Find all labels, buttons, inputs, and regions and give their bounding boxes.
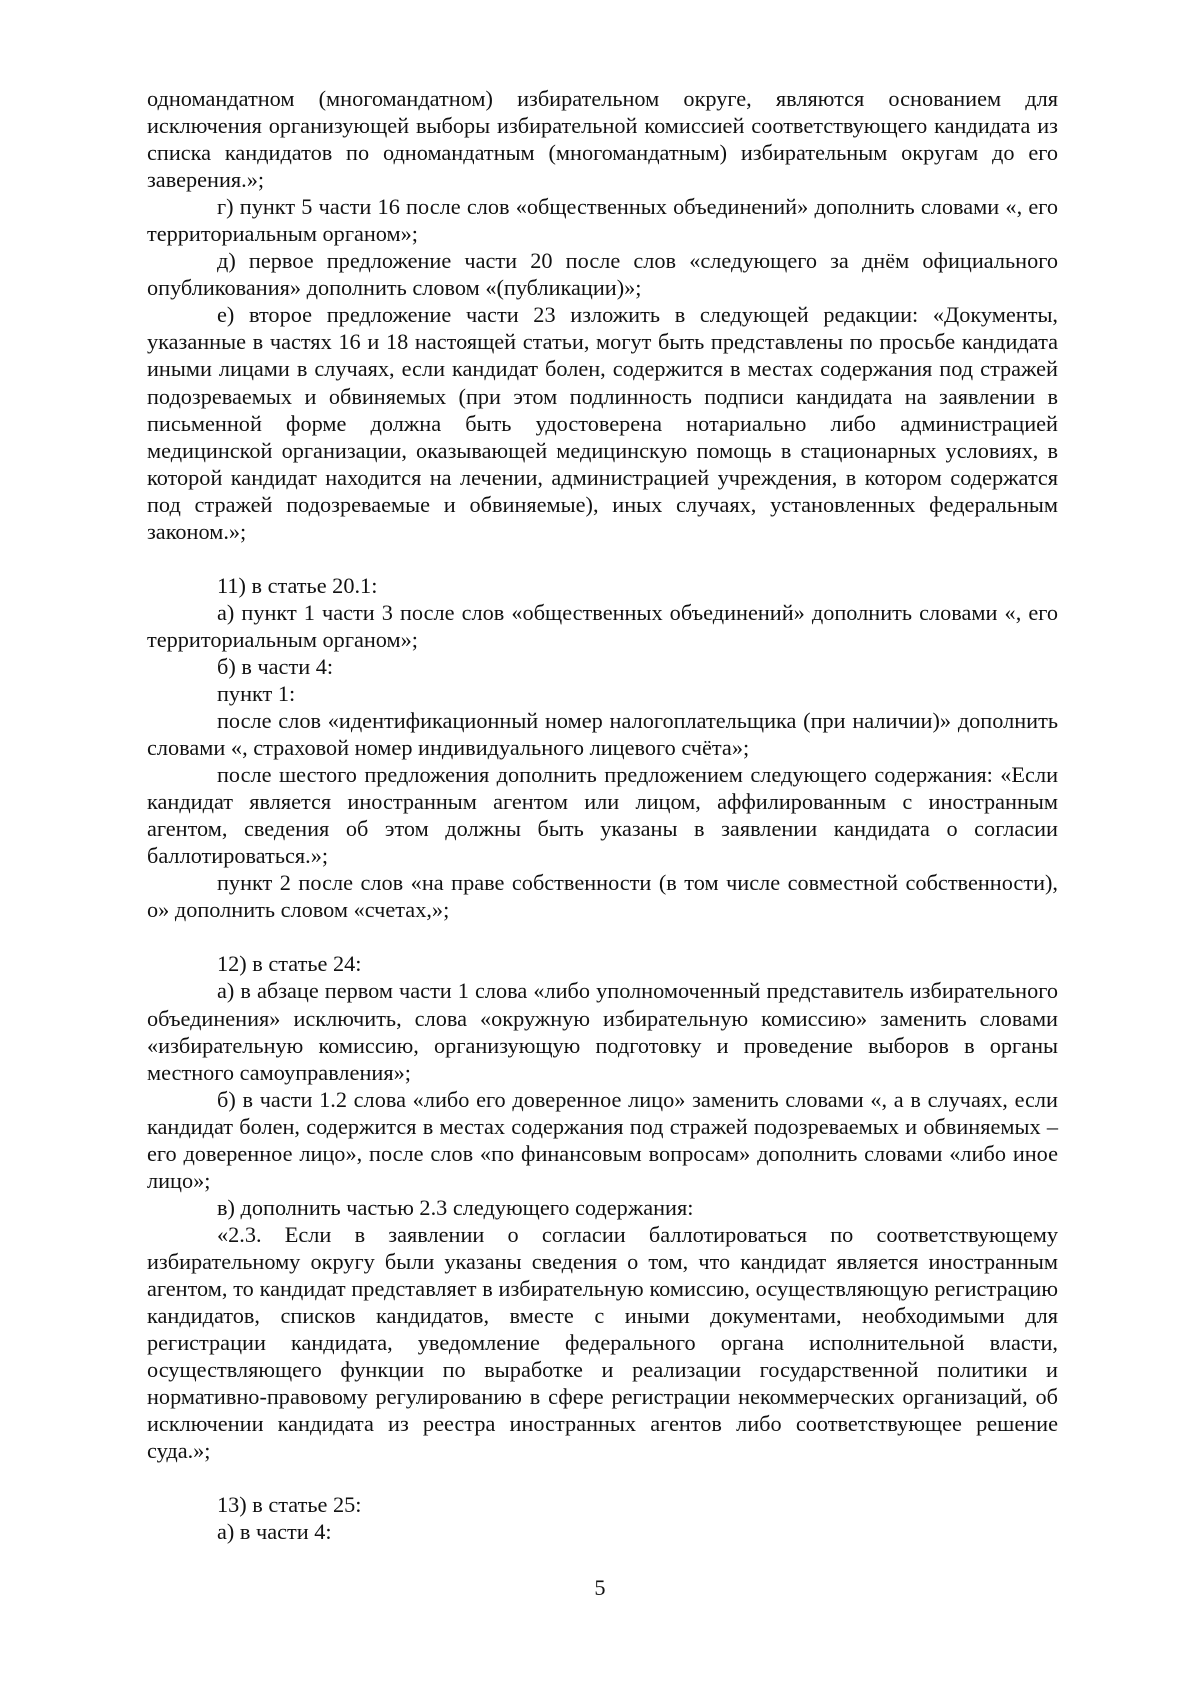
text-body: [147, 85, 1058, 1545]
item-11-point-2: пункт 2 после слов «на праве собственности (в том числе совместной собственности), о» дополнить словом «счетах,»;: [147, 870, 1058, 923]
item-12-quote-2-3: «2.3. Если в заявлении о согласии баллотироваться по соответствующему избирательному округу были указаны сведения о том, что кандидат является иностранным агентом, то кандидат представляет в избирательную комиссию, осуществляющую регистрацию кандидатов, списков кандидатов, вместе с иными документами, необходимыми для регистрации кандидата, уведомление федерального органа исполнительной власти, осуществляющего функции по выработке и реализации государственной политики и нормативно-правовому регулированию в сфере регистрации некоммерческих организаций, об исключении кандидата из реестра иностранных агентов либо соответствующее решение суда.»;: [147, 1221, 1058, 1464]
item-12-v: в) дополнить частью 2.3 следующего содержания:: [217, 1194, 694, 1220]
item-12-heading: 12) в статье 24:: [217, 951, 362, 977]
item-11-b: б) в части 4:: [217, 653, 334, 679]
paragraph-g: г) пункт 5 части 16 после слов «общественных объединений» дополнить словами «, его территориальным органом»;: [147, 194, 1058, 247]
paragraph-continuation: одномандатном (многомандатном) избирательном округе, являются основанием для исключения организующей выборы избирательной комиссией соответствующего кандидата из списка кандидатов по одномандатным (многомандатным) избирательным округам до его заверения.»;: [147, 86, 1058, 193]
item-12-a: а) в абзаце первом части 1 слова «либо уполномоченный представитель избирательного объединения» исключить, слова «окружную избирательную комиссию» заменить словами «избирательную комиссию, организующую подготовку и проведение выборов в органы местного самоуправления»;: [147, 978, 1058, 1085]
item-11-heading: 11) в статье 20.1:: [217, 572, 378, 598]
paragraph-gap: [147, 923, 1058, 950]
page-number: 5: [594, 1575, 606, 1600]
item-11-after-sixth: после шестого предложения дополнить предложением следующего содержания: «Если кандидат является иностранным агентом или лицом, аффилированным с иностранным агентом, сведения об этом должны быть указаны в заявлении кандидата о согласии баллотироваться.»;: [147, 762, 1058, 869]
paragraph-e: е) второе предложение части 23 изложить в следующей редакции: «Документы, указанные в частях 16 и 18 настоящей статьи, могут быть представлены по просьбе кандидата иными лицами в случаях, если кандидат болен, содержится в местах содержания под стражей подозреваемых и обвиняемых (при этом подлинность подписи кандидата на заявлении в письменной форме должна быть удостоверена нотариально либо администрацией медицинской организации, оказывающей медицинскую помощь в стационарных условиях, в которой кандидат находится на лечении, администрацией учреждения, в котором содержатся под стражей подозреваемые и обвиняемые), иных случаях, установленных федеральным законом.»;: [147, 302, 1058, 544]
item-11-point-1: пункт 1:: [217, 680, 296, 706]
item-11-a: а) пункт 1 части 3 после слов «общественных объединений» дополнить словами «, его территориальным органом»;: [147, 599, 1058, 652]
item-12-b: б) в части 1.2 слова «либо его доверенное лицо» заменить словами «, а в случаях, если кандидат болен, содержится в местах содержания под стражей подозреваемых и обвиняемых – его доверенное лицо», после слов «по финансовым вопросам» дополнить словами «либо иное лицо»;: [147, 1086, 1058, 1193]
item-13-a: а) в части 4:: [217, 1519, 332, 1545]
paragraph-gap: [147, 1464, 1058, 1491]
item-11-after-words: после слов «идентификационный номер налогоплательщика (при наличии)» дополнить словами «, страховой номер индивидуального лицевого счёта»;: [147, 708, 1058, 761]
item-13-heading: 13) в статье 25:: [217, 1492, 362, 1518]
paragraph-d: д) первое предложение части 20 после слов «следующего за днём официального опубликования» дополнить словом «(публикации)»;: [147, 248, 1058, 301]
paragraph-gap: [147, 545, 1058, 572]
